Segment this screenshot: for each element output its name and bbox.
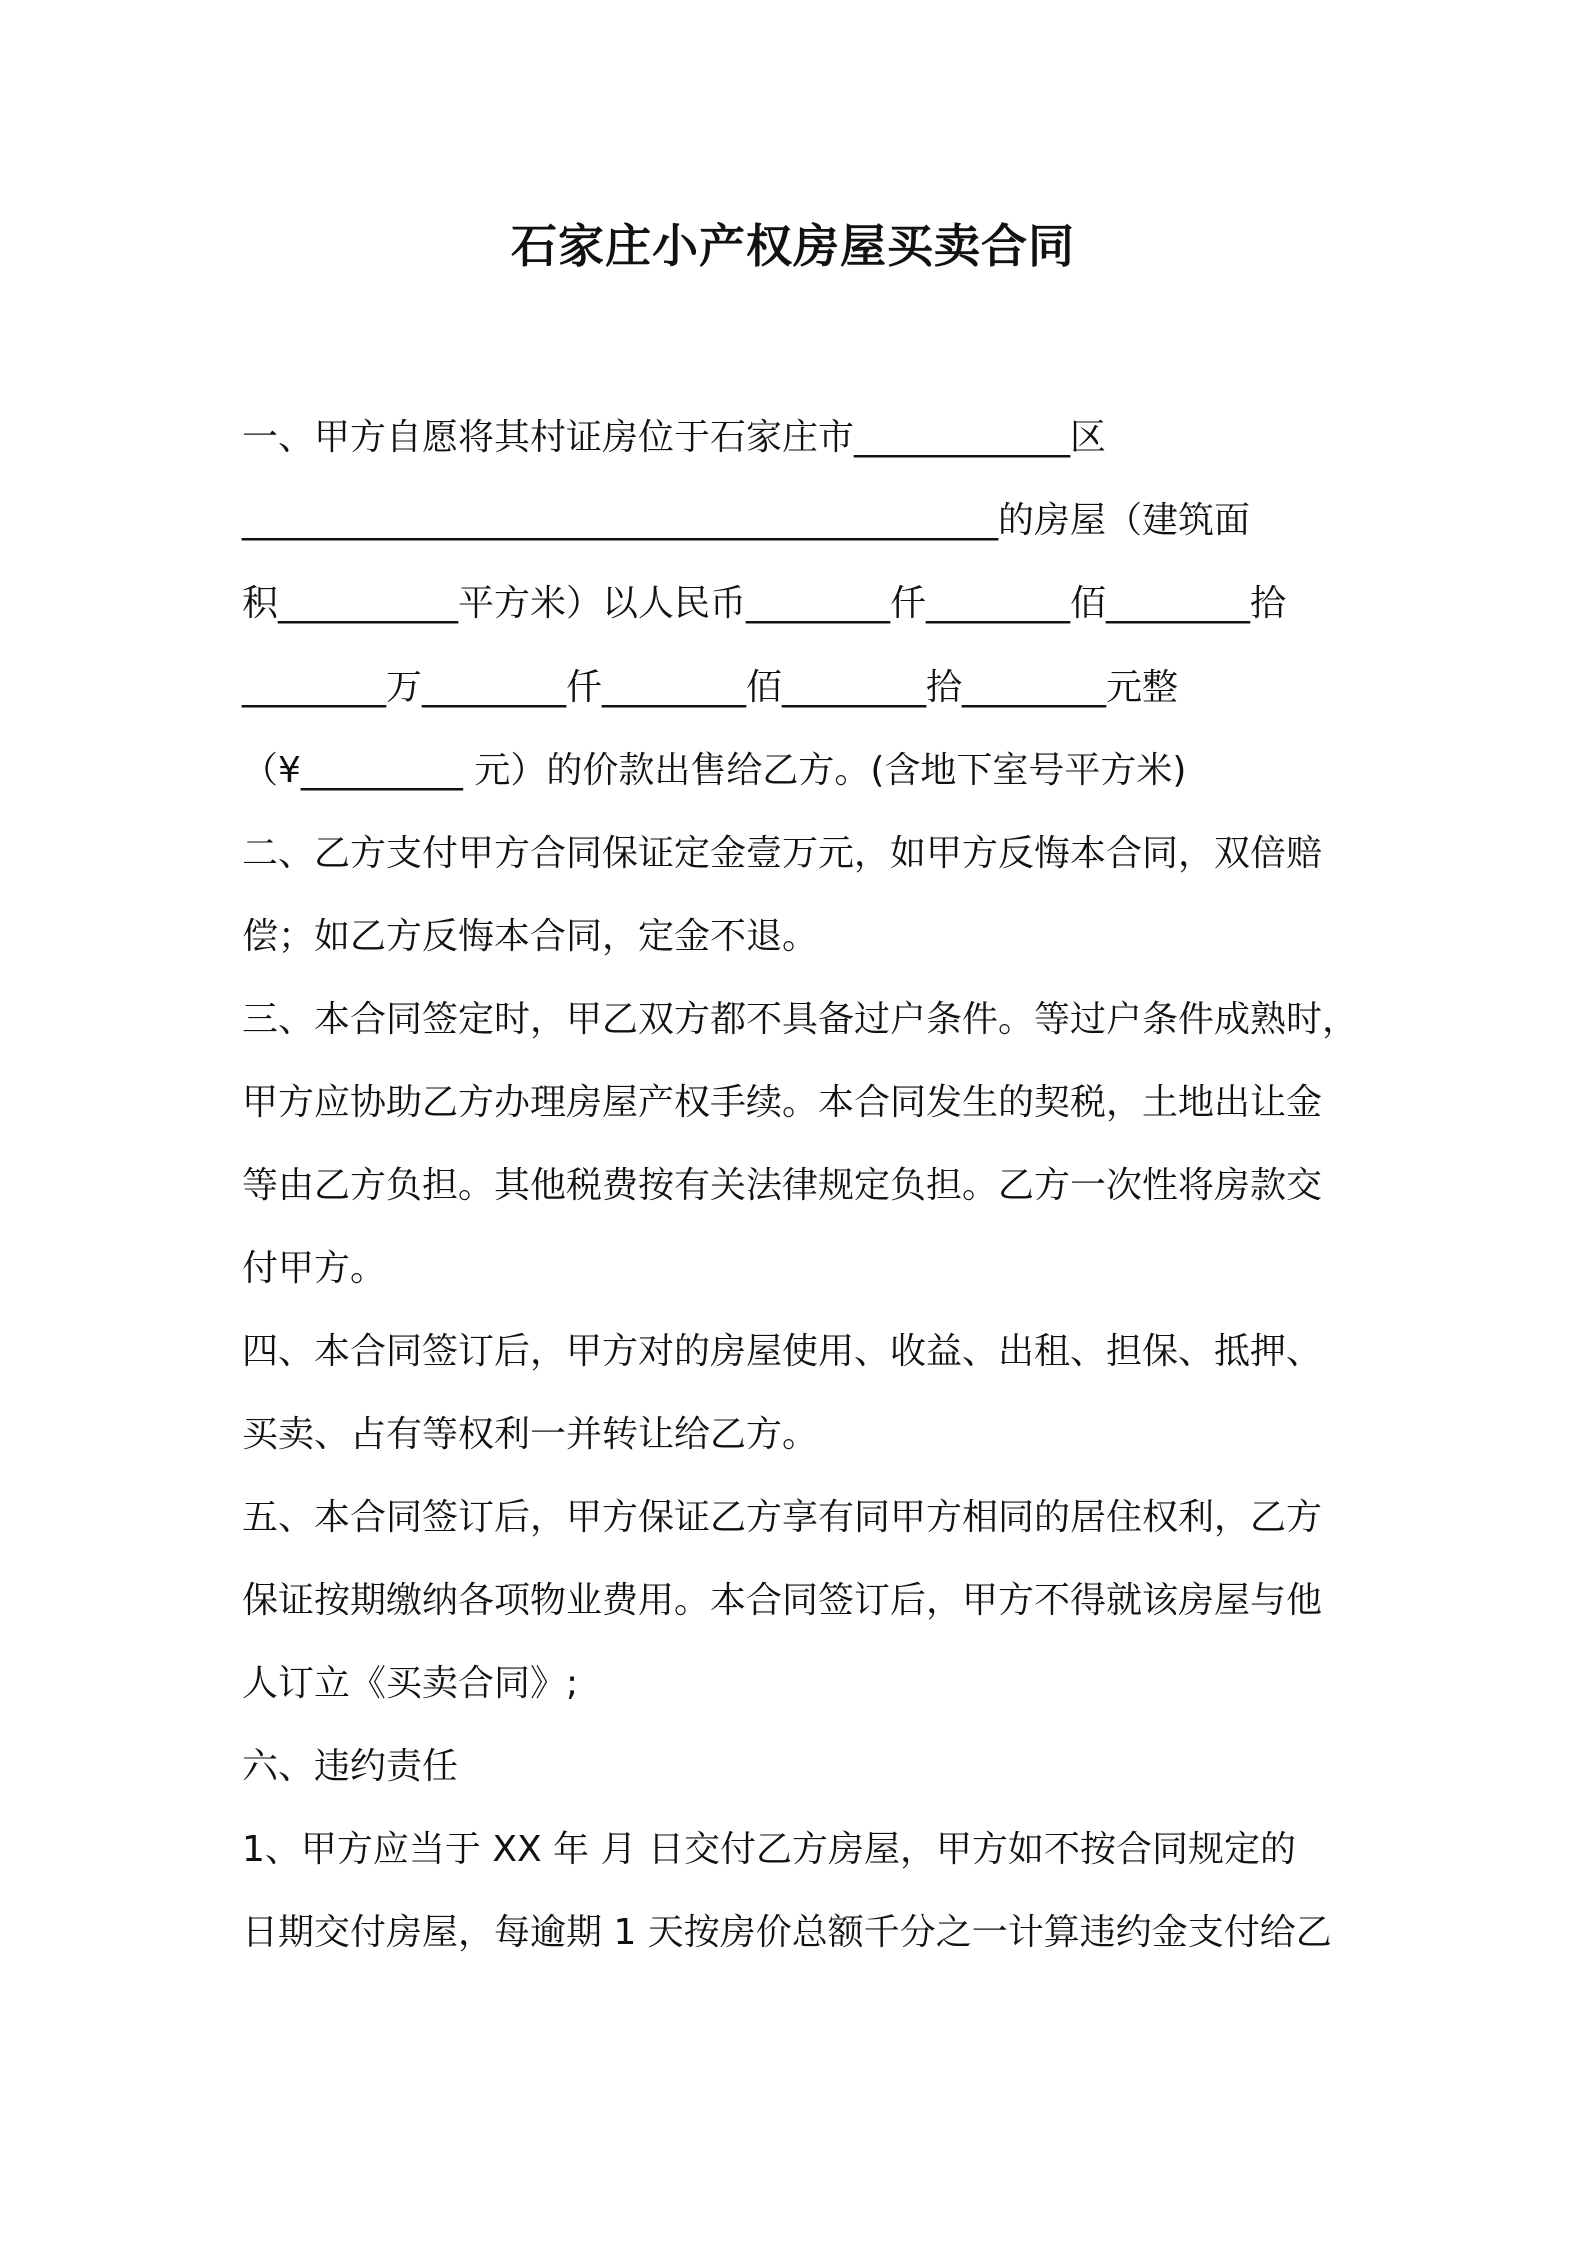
clause-6-item-1-line-2: 日期交付房屋，每逾期 1 天按房价总额千分之一计算违约金支付给乙 — [242, 1912, 1332, 1953]
clause-1-line-4: ________万________仟________佰________拾________元整 — [242, 667, 1178, 708]
clause-1-line-2: __________________________________________的房屋（建筑面 — [242, 500, 1251, 541]
clause-5-line-1: 五、本合同签订后，甲方保证乙方享有同甲方相同的居住权利，乙方 — [242, 1497, 1323, 1538]
clause-2-line-2: 偿；如乙方反悔本合同，定金不退。 — [242, 916, 819, 957]
document-title: 石家庄小产权房屋买卖合同 — [511, 219, 1075, 273]
clause-4-line-1: 四、本合同签订后，甲方对的房屋使用、收益、出租、担保、抵押、 — [242, 1331, 1323, 1372]
clause-4-line-2: 买卖、占有等权利一并转让给乙方。 — [242, 1414, 819, 1455]
clause-1-line-5: （¥_________ 元）的价款出售给乙方。(含地下室号平方米) — [242, 750, 1187, 791]
clause-1-line-1: 一、甲方自愿将其村证房位于石家庄市____________区 — [242, 417, 1107, 458]
clause-3-line-1: 三、本合同签定时，甲乙双方都不具备过户条件。等过户条件成熟时， — [242, 999, 1359, 1040]
clause-6-item-1-line-1: 1、甲方应当于 XX 年 月 日交付乙方房屋，甲方如不按合同规定的 — [242, 1829, 1297, 1870]
clause-2-line-1: 二、乙方支付甲方合同保证定金壹万元，如甲方反悔本合同，双倍赔 — [242, 833, 1323, 874]
clause-5-line-2: 保证按期缴纳各项物业费用。本合同签订后，甲方不得就该房屋与他 — [242, 1580, 1323, 1621]
clause-3-line-3: 等由乙方负担。其他税费按有关法律规定负担。乙方一次性将房款交 — [242, 1165, 1323, 1206]
clause-3-line-2: 甲方应协助乙方办理房屋产权手续。本合同发生的契税，土地出让金 — [242, 1082, 1323, 1123]
clause-1-line-3: 积__________平方米）以人民币________仟________佰________拾 — [242, 583, 1287, 624]
clause-5-line-3: 人订立《买卖合同》; — [242, 1663, 579, 1704]
clause-6-heading: 六、违约责任 — [242, 1746, 459, 1787]
clause-3-line-4: 付甲方。 — [242, 1248, 387, 1289]
